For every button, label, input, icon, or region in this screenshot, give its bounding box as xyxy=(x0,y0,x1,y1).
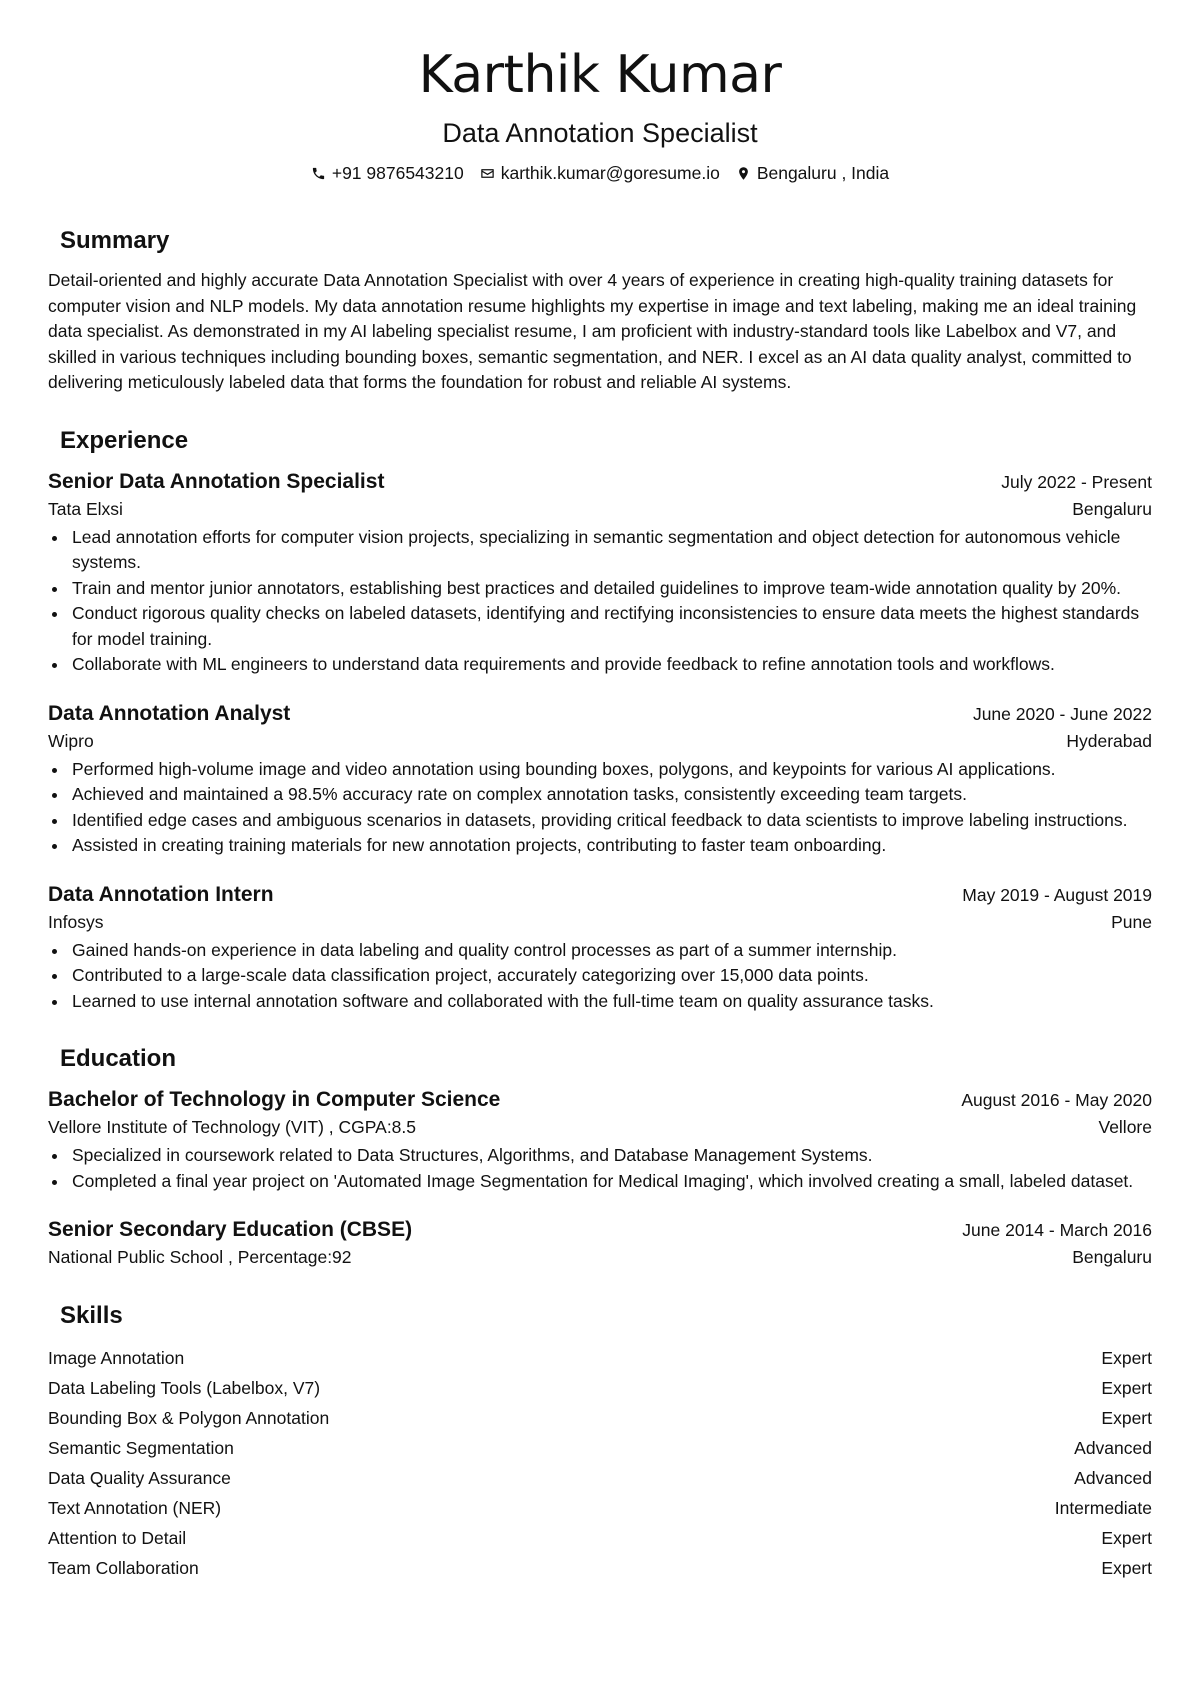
list-item: Gained hands-on experience in data labeling and quality control processes as part of a summer internship. xyxy=(48,938,1152,964)
candidate-headline: Data Annotation Specialist xyxy=(442,118,758,148)
school-name: Vellore Institute of Technology (VIT) , CGPA:8.5 xyxy=(48,1117,417,1137)
skill-name: Semantic Segmentation xyxy=(48,1438,234,1458)
experience-entry xyxy=(48,468,1152,678)
skill-name: Team Collaboration xyxy=(48,1558,199,1578)
job-title: Data Annotation Intern xyxy=(48,882,274,906)
list-item: Conduct rigorous quality checks on labeled datasets, identifying and rectifying inconsistencies to ensure data meets the highest standards for model training. xyxy=(48,601,1152,652)
list-item: Assisted in creating training materials for new annotation projects, contributing to faster team onboarding. xyxy=(48,833,1152,859)
education-section xyxy=(48,1044,1152,1271)
job-dates: May 2019 - August 2019 xyxy=(962,884,1152,905)
experience-section xyxy=(48,426,1152,1015)
candidate-name: Karthik Kumar xyxy=(418,45,782,105)
experience-entry xyxy=(48,700,1152,859)
skills-list xyxy=(48,1343,1152,1583)
contact-email[interactable] xyxy=(480,160,720,186)
contact-phone[interactable] xyxy=(311,160,464,186)
skill-row xyxy=(48,1493,1152,1523)
education-entry xyxy=(48,1086,1152,1194)
degree-title: Bachelor of Technology in Computer Science xyxy=(48,1088,501,1111)
skill-level: Expert xyxy=(1101,1528,1152,1548)
company-name: Wipro xyxy=(48,730,94,751)
list-item: Specialized in coursework related to Data Structures, Algorithms, and Database Management Systems. xyxy=(48,1143,1152,1169)
school-name: National Public School , Percentage:92 xyxy=(48,1247,352,1267)
skill-row xyxy=(48,1403,1152,1433)
skill-level: Advanced xyxy=(1074,1468,1152,1488)
job-dates: July 2022 - Present xyxy=(1001,471,1152,492)
skill-level: Expert xyxy=(1101,1348,1152,1368)
skill-name: Data Quality Assurance xyxy=(48,1468,231,1488)
skill-row xyxy=(48,1343,1152,1373)
skill-row xyxy=(48,1433,1152,1463)
skill-row xyxy=(48,1553,1152,1583)
school-location: Vellore xyxy=(1098,1117,1152,1137)
job-title: Data Annotation Analyst xyxy=(48,701,291,725)
education-dates: June 2014 - March 2016 xyxy=(962,1220,1152,1240)
phone-icon xyxy=(311,166,326,181)
list-item: Identified edge cases and ambiguous scenarios in datasets, providing critical feedback to data scientists to improve labeling instructions. xyxy=(48,808,1152,834)
company-name: Infosys xyxy=(48,911,104,932)
section-title-summary: Summary xyxy=(60,227,170,254)
list-item: Collaborate with ML engineers to understand data requirements and provide feedback to refine annotation tools and workflows. xyxy=(48,652,1152,678)
skill-name: Text Annotation (NER) xyxy=(48,1498,222,1518)
skill-level: Advanced xyxy=(1074,1438,1152,1458)
skill-level: Expert xyxy=(1101,1408,1152,1428)
company-name: Tata Elxsi xyxy=(48,498,123,519)
school-location: Bengaluru xyxy=(1072,1247,1152,1267)
job-location: Bengaluru xyxy=(1072,498,1152,519)
location-text: Bengaluru , India xyxy=(756,163,890,183)
job-title: Senior Data Annotation Specialist xyxy=(48,469,385,493)
contact-location xyxy=(736,160,889,186)
skill-name: Data Labeling Tools (Labelbox, V7) xyxy=(48,1378,321,1398)
skill-level: Intermediate xyxy=(1054,1498,1152,1518)
skill-level: Expert xyxy=(1101,1558,1152,1578)
list-item: Contributed to a large-scale data classification project, accurately categorizing over 15,000 data points. xyxy=(48,963,1152,989)
education-dates: August 2016 - May 2020 xyxy=(961,1090,1152,1110)
section-title-education: Education xyxy=(60,1045,177,1072)
envelope-icon xyxy=(480,166,495,181)
section-title-skills: Skills xyxy=(60,1302,123,1329)
list-item: Learned to use internal annotation software and collaborated with the full-time team on quality assurance tasks. xyxy=(48,989,1152,1015)
experience-entry xyxy=(48,881,1152,1015)
education-entry xyxy=(48,1216,1152,1271)
job-bullets xyxy=(48,757,1152,859)
skill-name: Image Annotation xyxy=(48,1348,185,1368)
job-dates: June 2020 - June 2022 xyxy=(972,703,1152,724)
skill-row xyxy=(48,1373,1152,1403)
summary-text: Detail-oriented and highly accurate Data Annotation Specialist with over 4 years of experience in creating high-quality training datasets for computer vision and NLP models. My data annotation resume highlights my expertise in image and text labeling, making me an ideal training data specialist. As demonstrated in my AI labeling specialist resume, I am proficient with industry-standard tools like Labelbox and V7, and skilled in various techniques including bounding boxes, semantic segmentation, and NER. I excel as an AI data quality analyst, committed to delivering meticulously labeled data that forms the foundation for robust and reliable AI systems. xyxy=(48,270,1137,392)
email-text: karthik.kumar@goresume.io xyxy=(500,163,720,183)
resume-header xyxy=(48,0,1152,186)
list-item: Achieved and maintained a 98.5% accuracy rate on complex annotation tasks, consistently exceeding team targets. xyxy=(48,782,1152,808)
skill-name: Attention to Detail xyxy=(48,1528,187,1548)
skills-section xyxy=(48,1301,1152,1583)
job-location: Hyderabad xyxy=(1066,730,1152,751)
skill-row xyxy=(48,1463,1152,1493)
degree-title: Senior Secondary Education (CBSE) xyxy=(48,1218,413,1241)
education-bullets xyxy=(48,1143,1152,1194)
list-item: Completed a final year project on 'Automated Image Segmentation for Medical Imaging', which involved creating a small, labeled dataset. xyxy=(48,1169,1152,1195)
skill-row xyxy=(48,1523,1152,1553)
contact-bar xyxy=(48,160,1152,186)
list-item: Train and mentor junior annotators, establishing best practices and detailed guidelines to improve team-wide annotation quality by 20%. xyxy=(48,576,1152,602)
list-item: Performed high-volume image and video annotation using bounding boxes, polygons, and keypoints for various AI applications. xyxy=(48,757,1152,783)
section-title-experience: Experience xyxy=(60,426,189,454)
phone-text: +91 9876543210 xyxy=(331,163,464,183)
list-item: Lead annotation efforts for computer vision projects, specializing in semantic segmentation and object detection for autonomous vehicle systems. xyxy=(48,525,1152,576)
skill-level: Expert xyxy=(1101,1378,1152,1398)
map-pin-icon xyxy=(736,166,751,181)
skill-name: Bounding Box & Polygon Annotation xyxy=(48,1408,330,1428)
summary-section xyxy=(48,226,1152,396)
job-bullets xyxy=(48,938,1152,1015)
job-bullets xyxy=(48,525,1152,678)
job-location: Pune xyxy=(1111,911,1152,932)
